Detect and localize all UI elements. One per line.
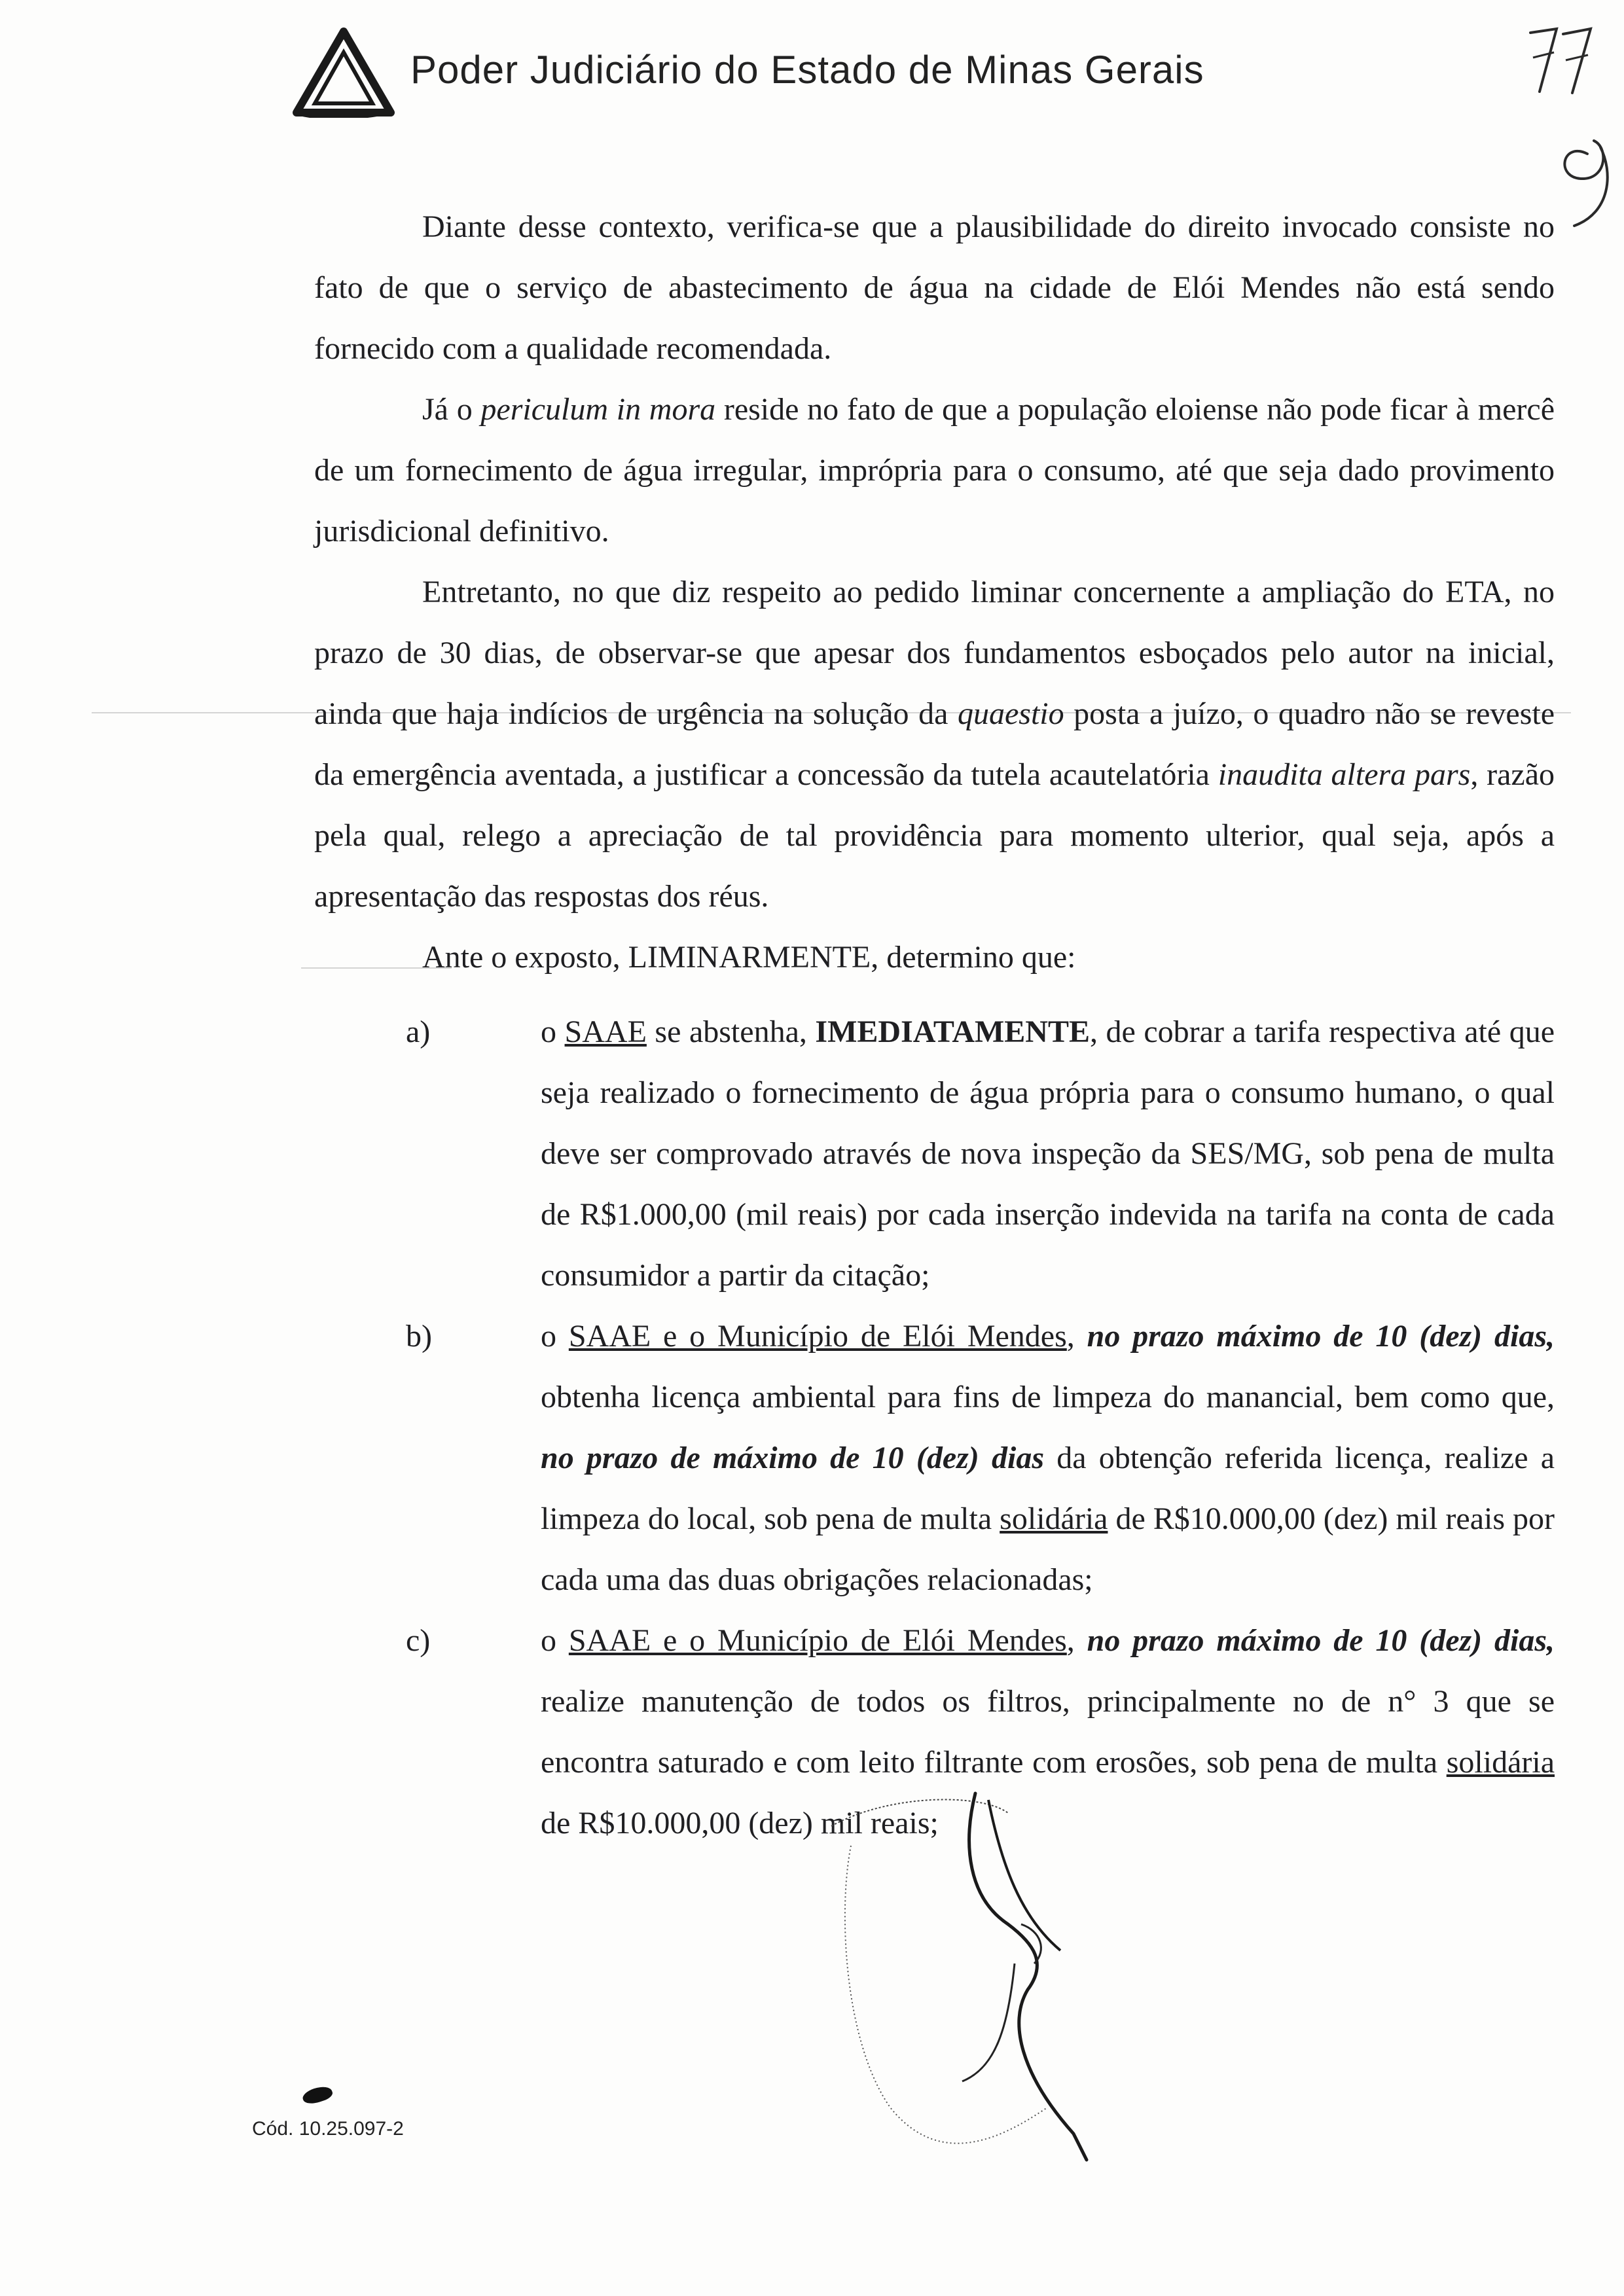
determinations-list — [406, 1001, 1555, 1854]
ink-blot — [301, 2083, 334, 2106]
handwritten-folio-77 — [1525, 20, 1597, 98]
list-item-c: c) o SAAE e o Município de Elói Mendes, no prazo máximo de 10 (dez) dias, realize manutenção de todos os filtros, principalmente no de n° 3 que se encontra saturado e com leito filtrante com erosões, sob pena de multa solidária de R$10.000,00 (dez) mil reais; — [406, 1610, 1555, 1854]
paragraph-ante-exposto: Ante o exposto, LIMINARMENTE, determino que: — [422, 940, 1076, 975]
paragraph-plausibility: Diante desse contexto, verifica-se que a plausibilidade do direito invocado consiste no fato de que o serviço de abastecimento de água na cidade de Elói Mendes não está sendo fornecido com a qualidade recomendada. — [314, 209, 1555, 366]
item-letter: c) — [406, 1623, 431, 1658]
court-name: Poder Judiciário do Estado de Minas Gerais — [410, 48, 1204, 92]
document-code: Cód. 10.25.097-2 — [252, 2118, 404, 2140]
document-body — [314, 196, 1555, 988]
handwritten-signature — [812, 1767, 1139, 2186]
paragraph-periculum: Já o periculum in mora reside no fato de que a população eloiense não pode ficar à mercê de um fornecimento de água irregular, imprópria para o consumo, até que seja dado provimento jurisdicional definitivo. — [314, 392, 1555, 548]
item-letter: a) — [406, 1014, 431, 1049]
list-item-a: a) o SAAE se abstenha, IMEDIATAMENTE, de cobrar a tarifa respectiva até que seja realizado o fornecimento de água própria para o consumo humano, o qual deve ser comprovado através de nova inspeção da SES/MG, sob pena de multa de R$1.000,00 (mil reais) por cada inserção indevida na tarifa na conta de cada consumidor a partir da citação; — [406, 1001, 1555, 1306]
item-letter: b) — [406, 1319, 432, 1354]
triangle-logo-icon — [291, 26, 396, 118]
list-item-b: b) o SAAE e o Município de Elói Mendes, no prazo máximo de 10 (dez) dias, obtenha licença ambiental para fins de limpeza do manancial, bem como que, no prazo de máximo de 10 (dez) dias da obtenção referida licença, realize a limpeza do local, sob pena de multa solidária de R$10.000,00 (dez) mil reais por cada uma das duas obrigações relacionadas; — [406, 1306, 1555, 1610]
page-header — [291, 26, 1404, 118]
handwritten-folio-9 — [1548, 121, 1624, 232]
paragraph-eta-request: Entretanto, no que diz respeito ao pedido liminar concernente a ampliação do ETA, no prazo de 30 dias, de observar-se que apesar dos fundamentos esboçados pelo autor na inicial, ainda que haja indícios de urgência na solução da quaestio posta a juízo, o quadro não se reveste da emergência aventada, a justificar a concessão da tutela acautelatória inaudita altera pars, razão pela qual, relego a apreciação de tal providência para momento ulterior, qual seja, após a apresentação das respostas dos réus. — [314, 575, 1555, 914]
